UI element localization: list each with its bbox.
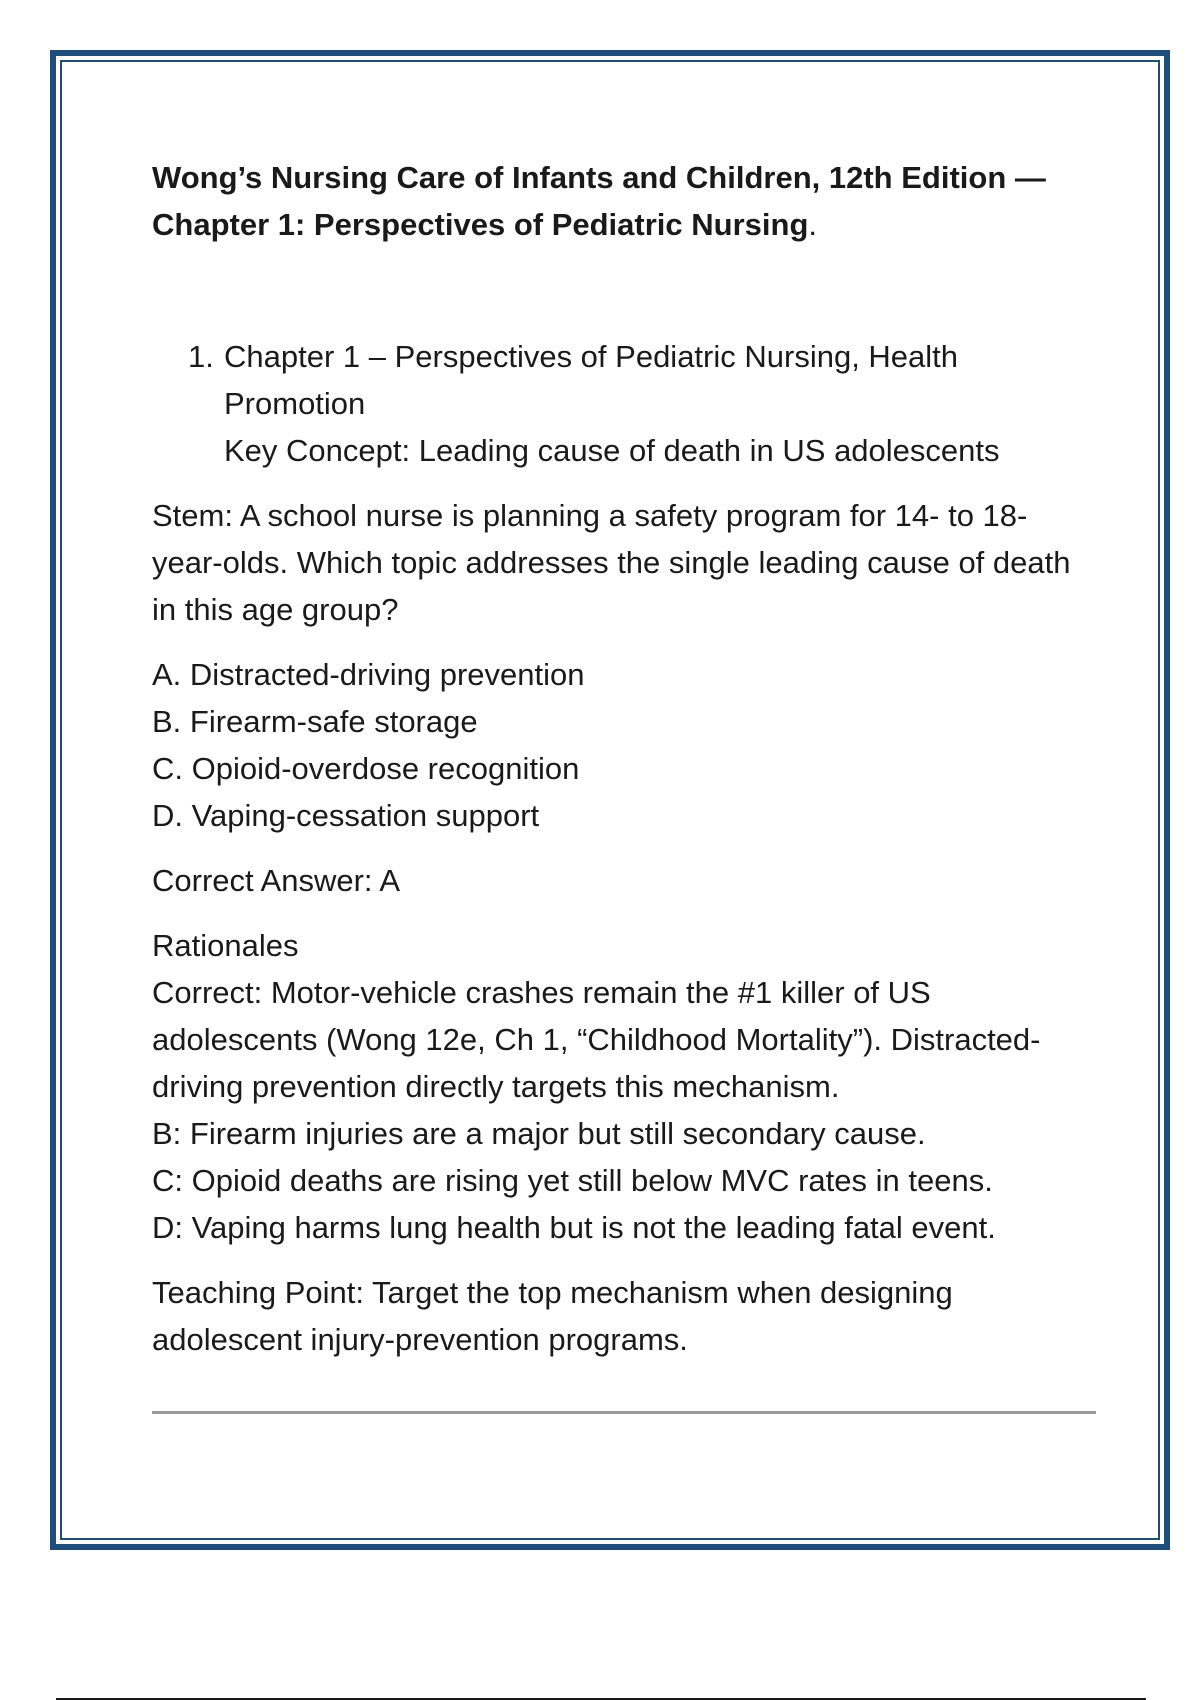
question-item-row	[152, 333, 1092, 474]
document-content	[152, 154, 1092, 1363]
title-text: Wong’s Nursing Care of Infants and Children, 12th Edition — Chapter 1: Perspectives of Pediatric Nursing	[152, 160, 1046, 242]
option-c: C. Opioid-overdose recognition	[152, 751, 580, 786]
rationale-d: D: Vaping harms lung health but is not the leading fatal event.	[152, 1210, 996, 1245]
question-stem: Stem: A school nurse is planning a safety program for 14- to 18-year-olds. Which topic addresses the single leading cause of death in this age group?	[152, 498, 1071, 627]
answer-options	[152, 651, 1092, 839]
question-item-body	[224, 333, 1092, 474]
rationales-section	[152, 922, 1092, 1251]
option-b: B. Firearm-safe storage	[152, 704, 478, 739]
title-period: .	[808, 207, 817, 242]
rationale-b: B: Firearm injuries are a major but still secondary cause.	[152, 1116, 926, 1151]
document-title	[152, 154, 1092, 248]
chapter-heading: Chapter 1 – Perspectives of Pediatric Nursing, Health Promotion	[224, 339, 959, 421]
option-d: D. Vaping-cessation support	[152, 798, 540, 833]
rationale-correct: Correct: Motor-vehicle crashes remain the #1 killer of US adolescents (Wong 12e, Ch 1, “Childhood Mortality”). Distracted-driving prevention directly targets this mechanism.	[152, 975, 1041, 1104]
rationales-heading: Rationales	[152, 928, 299, 963]
key-concept: Key Concept: Leading cause of death in US adolescents	[224, 433, 1000, 468]
rationale-c: C: Opioid deaths are rising yet still below MVC rates in teens.	[152, 1163, 993, 1198]
question-item	[152, 333, 1092, 474]
teaching-point: Teaching Point: Target the top mechanism when designing adolescent injury-prevention programs.	[152, 1275, 953, 1357]
title-spacer	[152, 248, 1092, 333]
correct-answer: Correct Answer: A	[152, 863, 401, 898]
option-a: A. Distracted-driving prevention	[152, 657, 585, 692]
question-number: 1.	[188, 339, 214, 374]
document-frame	[50, 50, 1170, 1550]
section-divider	[152, 1411, 1096, 1414]
